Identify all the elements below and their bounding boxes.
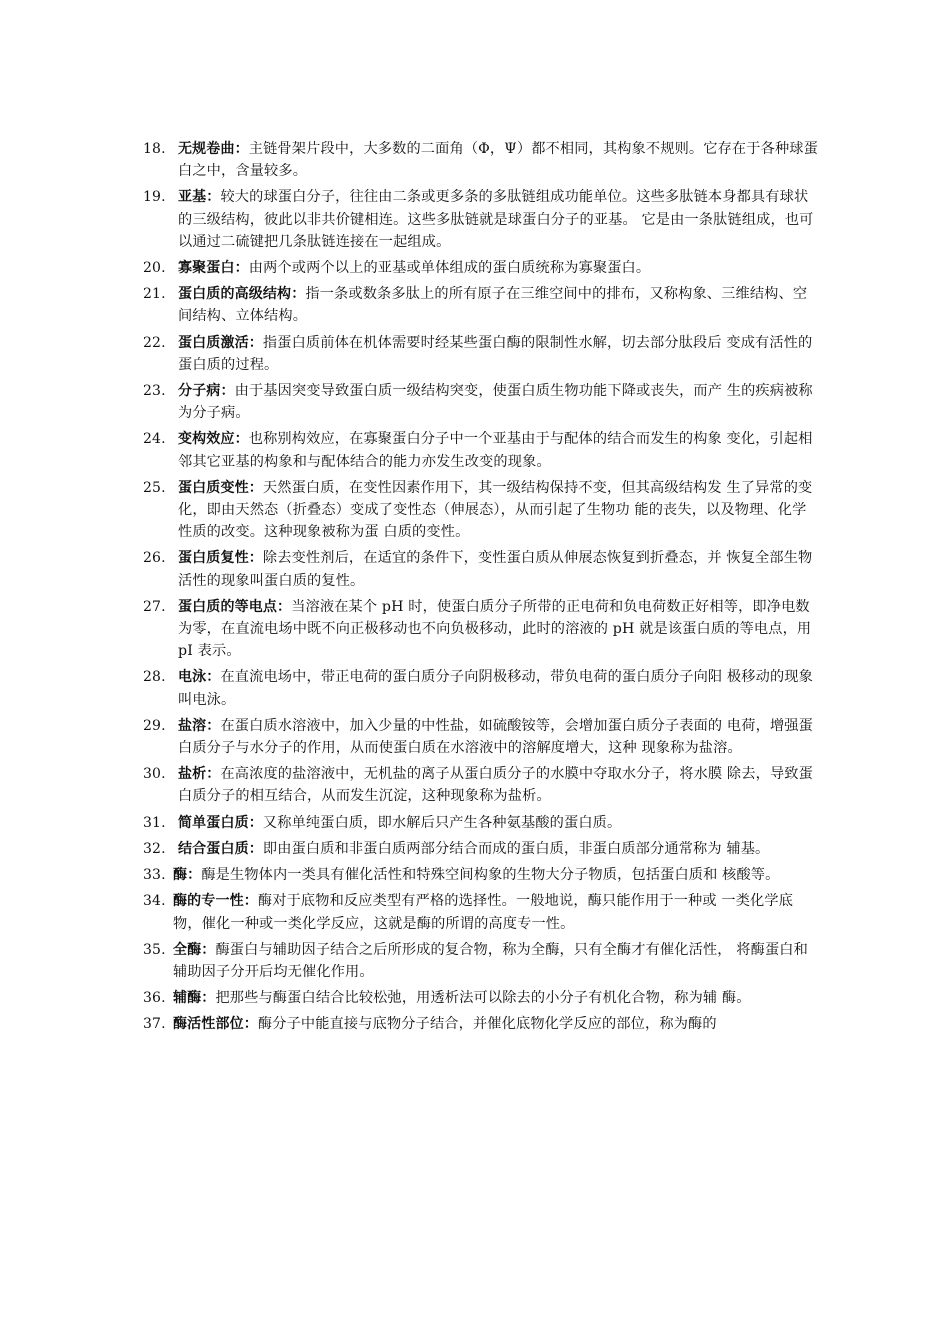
glossary-list bbox=[143, 138, 818, 1040]
entry-definition: 由于基因突变导致蛋白质一级结构突变，使蛋白质生物功能下降或丧失，而产 生的疾病被称为分子病。 bbox=[178, 383, 813, 422]
glossary-entry bbox=[143, 186, 818, 253]
entry-definition: 指一条或数条多肽上的所有原子在三维空间中的排布，又称构象、三维结构、空间结构、立体结构。 bbox=[178, 286, 808, 325]
glossary-entry bbox=[143, 596, 818, 663]
entry-definition: 酶分子中能直接与底物分子结合，并催化底物化学反应的部位，称为酶的 bbox=[257, 1016, 717, 1033]
entry-definition: 指蛋白质前体在机体需要时经某些蛋白酶的限制性水解，切去部分肽段后 变成有活性的蛋白质的过程。 bbox=[178, 334, 813, 373]
entry-term: 结合蛋白质： bbox=[178, 840, 263, 857]
entry-number: 19. bbox=[143, 189, 166, 206]
entry-definition: 较大的球蛋白分子，往往由二条或更多条的多肽链组成功能单位。这些多肽链本身都具有球状的三级结构，彼此以非共价键相连。这些多肽链就是球蛋白分子的亚基。 它是由一条肽链组成，也可以通过二硫键把几条肽链连接在一起组成。 bbox=[178, 189, 814, 250]
entry-definition: 酶蛋白与辅助因子结合之后所形成的复合物，称为全酶，只有全酶才有催化活性， 将酶蛋白和辅助因子分开后均无催化作用。 bbox=[173, 941, 808, 980]
entry-definition: 把那些与酶蛋白结合比较松弛，用透析法可以除去的小分子有机化合物，称为辅 酶。 bbox=[215, 990, 751, 1007]
entry-number: 23. bbox=[143, 383, 166, 400]
glossary-entry bbox=[143, 283, 818, 327]
entry-term: 蛋白质的等电点： bbox=[178, 598, 292, 615]
entry-number: 31. bbox=[143, 814, 166, 831]
entry-term: 全酶： bbox=[173, 941, 216, 958]
entry-term: 盐析： bbox=[178, 766, 221, 783]
glossary-entry bbox=[143, 864, 818, 886]
entry-definition: 除去变性剂后，在适宜的条件下，变性蛋白质从伸展态恢复到折叠态，并 恢复全部生物活性的现象叫蛋白质的复性。 bbox=[178, 550, 813, 589]
glossary-entry bbox=[143, 1013, 818, 1035]
glossary-entry bbox=[143, 838, 818, 860]
glossary-entry bbox=[143, 477, 818, 544]
entry-number: 22. bbox=[143, 334, 166, 351]
entry-number: 20. bbox=[143, 260, 166, 277]
entry-number: 35. bbox=[143, 941, 166, 958]
entry-term: 酶： bbox=[173, 867, 202, 884]
glossary-entry bbox=[143, 138, 818, 182]
entry-number: 27. bbox=[143, 598, 166, 615]
entry-definition: 即由蛋白质和非蛋白质两部分结合而成的蛋白质，非蛋白质部分通常称为 辅基。 bbox=[262, 840, 770, 857]
entry-definition: 在蛋白质水溶液中，加入少量的中性盐，如硫酸铵等，会增加蛋白质分子表面的 电荷，增强蛋白质分子与水分子的作用，从而使蛋白质在水溶液中的溶解度增大，这种 现象称为盐溶。 bbox=[178, 717, 813, 757]
entry-definition: 天然蛋白质，在变性因素作用下，其一级结构保持不变，但其高级结构发 生了异常的变化，即由天然态（折叠态）变成了变性态（伸展态），从而引起了生物功 能的丧失，以及物理、化学性质的改变。这种现象被称为蛋 白质的变性。 bbox=[178, 479, 813, 541]
glossary-entry bbox=[143, 257, 818, 279]
glossary-entry bbox=[143, 763, 818, 807]
entry-number: 25. bbox=[143, 479, 166, 496]
entry-number: 37. bbox=[143, 1016, 166, 1033]
entry-term: 蛋白质复性： bbox=[178, 550, 263, 567]
entry-definition: 也称别构效应，在寡聚蛋白分子中一个亚基由于与配体的结合而发生的构象 变化，引起相邻其它亚基的构象和与配体结合的能力亦发生改变的现象。 bbox=[178, 431, 813, 470]
entry-term: 分子病： bbox=[178, 383, 235, 400]
entry-term: 电泳： bbox=[178, 669, 221, 686]
glossary-entry bbox=[143, 939, 818, 983]
entry-term: 无规卷曲： bbox=[178, 141, 249, 157]
entry-term: 简单蛋白质： bbox=[178, 814, 263, 831]
entry-definition: 当溶液在某个 pH 时，使蛋白质分子所带的正电荷和负电荷数正好相等，即净电数为零，在直流电场中既不向正极移动也不向负极移动，此时的溶液的 pH 就是该蛋白质的等电点，用 pI 表示。 bbox=[178, 598, 812, 660]
entry-term: 盐溶： bbox=[178, 717, 221, 734]
entry-definition: 由两个或两个以上的亚基或单体组成的蛋白质统称为寡聚蛋白。 bbox=[248, 260, 651, 277]
entry-number: 30. bbox=[143, 766, 166, 783]
glossary-entry bbox=[143, 547, 818, 591]
entry-definition: 在直流电场中，带正电荷的蛋白质分子向阴极移动，带负电荷的蛋白质分子向阳 极移动的现象叫电泳。 bbox=[178, 669, 813, 708]
entry-term: 亚基： bbox=[178, 189, 221, 206]
entry-number: 26. bbox=[143, 550, 166, 567]
entry-term: 蛋白质激活： bbox=[178, 334, 263, 351]
entry-number: 24. bbox=[143, 431, 166, 448]
entry-definition: 在高浓度的盐溶液中，无机盐的离子从蛋白质分子的水膜中夺取水分子，将水膜 除去，导致蛋白质分子的相互结合，从而发生沉淀，这种现象称为盐析。 bbox=[178, 766, 813, 805]
entry-definition: 又称单纯蛋白质，即水解后只产生各种氨基酸的蛋白质。 bbox=[262, 814, 622, 831]
entry-number: 36. bbox=[143, 990, 166, 1007]
entry-number: 32. bbox=[143, 840, 166, 857]
entry-term: 蛋白质变性： bbox=[178, 479, 263, 496]
entry-number: 34. bbox=[143, 893, 166, 910]
entry-term: 寡聚蛋白： bbox=[178, 260, 249, 277]
entry-definition: 主链骨架片段中，大多数的二面角（Φ，Ψ）都不相同，其构象不规则。它存在于各种球蛋白之中，含量较多。 bbox=[178, 141, 818, 180]
entry-term: 酶的专一性： bbox=[173, 893, 258, 910]
glossary-entry bbox=[143, 332, 818, 376]
entry-number: 33. bbox=[143, 867, 166, 884]
glossary-entry bbox=[143, 890, 818, 934]
glossary-entry bbox=[143, 666, 818, 710]
entry-number: 28. bbox=[143, 669, 166, 686]
glossary-entry bbox=[143, 987, 818, 1009]
entry-number: 18. bbox=[143, 141, 166, 157]
entry-definition: 酶对于底物和反应类型有严格的选择性。一般地说，酶只能作用于一种或 一类化学底物，催化一种或一类化学反应，这就是酶的所谓的高度专一性。 bbox=[173, 893, 794, 932]
entry-term: 酶活性部位： bbox=[173, 1016, 258, 1033]
entry-term: 蛋白质的高级结构： bbox=[178, 286, 306, 303]
entry-term: 辅酶： bbox=[173, 990, 216, 1007]
glossary-entry bbox=[143, 380, 818, 424]
entry-definition: 酶是生物体内一类具有催化活性和特殊空间构象的生物大分子物质，包括蛋白质和 核酸等。 bbox=[201, 867, 780, 884]
glossary-entry bbox=[143, 428, 818, 472]
entry-term: 变构效应： bbox=[178, 431, 249, 448]
glossary-entry bbox=[143, 812, 818, 834]
entry-number: 21. bbox=[143, 286, 166, 303]
entry-number: 29. bbox=[143, 717, 166, 734]
glossary-entry bbox=[143, 715, 818, 759]
